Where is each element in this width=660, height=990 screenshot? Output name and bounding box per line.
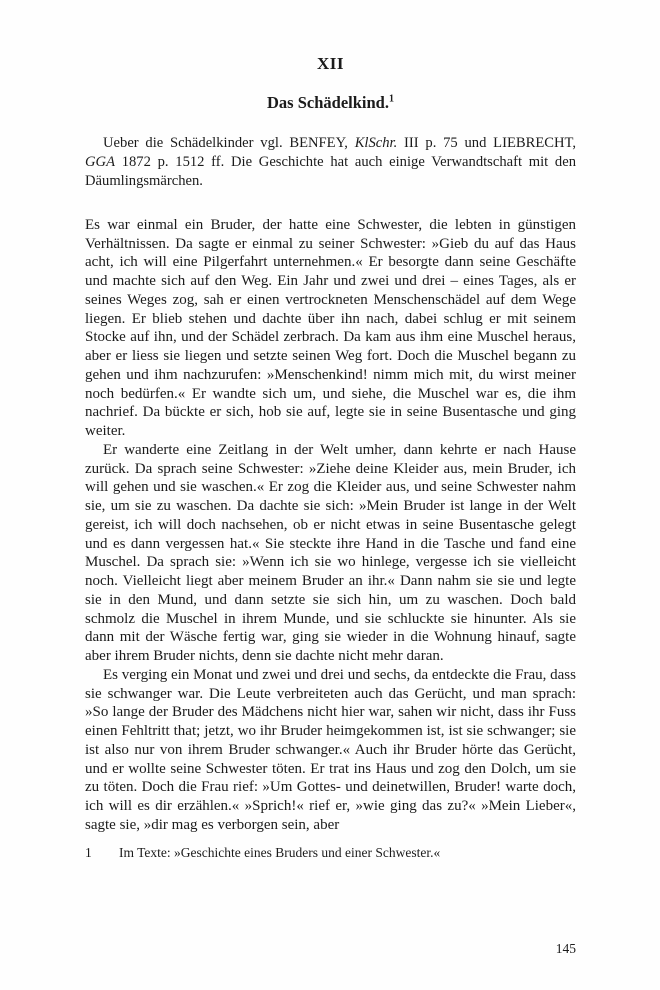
intro-segment: 1872 p. 1512 ff. Die Geschichte hat auch einige Verwandtschaft mit den Däumlingsmärchen.	[85, 153, 576, 189]
intro-note	[85, 134, 576, 191]
intro-segment: III p. 75 und LIEBRECHT,	[397, 135, 576, 151]
footnote-text: Im Texte: »Geschichte eines Bruders und einer Schwester.«	[119, 844, 441, 860]
footnote-ref: 1	[388, 93, 394, 105]
intro-segment-italic: KlSchr.	[354, 135, 398, 151]
story-body	[85, 216, 576, 835]
intro-segment-italic: GGA	[85, 153, 115, 170]
chapter-number: XII	[316, 54, 344, 73]
page-number: 145	[555, 941, 576, 956]
chapter-title	[85, 93, 576, 113]
footnote-number: 1	[85, 844, 92, 860]
chapter-title-text: Das Schädelkind.	[267, 93, 389, 112]
intro-segment: Ueber die Schädelkinder vgl. BENFEY,	[103, 135, 355, 151]
paragraph: Es verging ein Monat und zwei und drei und sechs, da entdeckte die Frau, dass sie schwanger war. Die Leute verbreiteten auch das Gerücht, und man sprach: »So lange der Bruder des Mädchens nicht hier war, sahen wir nicht, dass ihr Fuss einen Fehltritt that; jetzt, wo ihr Bruder heimgekommen ist, ist sie schwanger; sie ist also nur von ihrem Bruder schwanger.« Auch ihr Bruder hörte das Gerücht, und er wollte seine Schwester töten. Er trat ins Haus und zog den Dolch, um sie zu töten. Doch die Frau rief: »Um Gottes- und deinetwillen, Bruder! warte doch, ich will es dir erzählen.« »Sprich!« rief er, »wie ging das zu?« »Mein Lieber«, sagte sie, »dir mag es verborgen sein, aber	[85, 666, 576, 833]
paragraph: Es war einmal ein Bruder, der hatte eine Schwester, die lebten in günstigen Verhältnissen. Da sagte er einmal zu seiner Schwester: »Gieb du auf das Haus acht, ich will eine Pilgerfahrt unternehmen.« Er besorgte dann seine Geschäfte und machte sich auf den Weg. Ein Jahr und zwei und drei – eines Tages, als er seines Weges zog, sah er einen vertrockneten Menschenschädel auf dem Wege liegen. Er blieb stehen und dachte über ihn nach, dabei schlug er mit seinem Stocke auf ihn, und der Schädel zerbrach. Da kam aus ihm eine Muschel heraus, aber er liess sie liegen und setzte seinen Weg fort. Doch die Muschel begann zu gehen und ihm nachzurufen: »Menschenkind! nimm mich mit, du wirst meiner noch bedürfen.« Er wandte sich um, und siehe, die Muschel war es, die ihm nachrief. Da bückte er sich, hob sie auf, legte sie in seine Busentasche und ging weiter.	[85, 216, 576, 440]
footnote	[85, 844, 576, 862]
paragraph: Er wanderte eine Zeitlang in der Welt umher, dann kehrte er nach Hause zurück. Da sprach seine Schwester: »Ziehe deine Kleider aus, mein Bruder, ich will gehen und sie waschen.« Er zog die Kleider aus, und seine Schwester nahm sie, um sie zu waschen. Da dachte sie sich: »Mein Bruder ist lange in der Welt gereist, ich will doch nachsehen, ob er nicht etwas in seine Busentasche gelegt und es dann vergessen hat.« Sie steckte ihre Hand in die Tasche und fand eine Muschel. Da sprach sie: »Wenn ich sie wo hinlege, vergesse ich sie vielleicht noch. Vielleicht liegt aber meinem Bruder an ihr.« Dann nahm sie sie und legte sie in den Mund, und dann setzte sie sich hin, um zu waschen. Doch bald schmolz die Muschel in ihrem Munde, und sie schluckte sie hinunter. Als sie dann mit der Wäsche fertig war, ging sie wieder in die Wohnung hinauf, sagte aber ihrem Bruder nichts, denn sie dachte nicht mehr daran.	[85, 441, 576, 665]
